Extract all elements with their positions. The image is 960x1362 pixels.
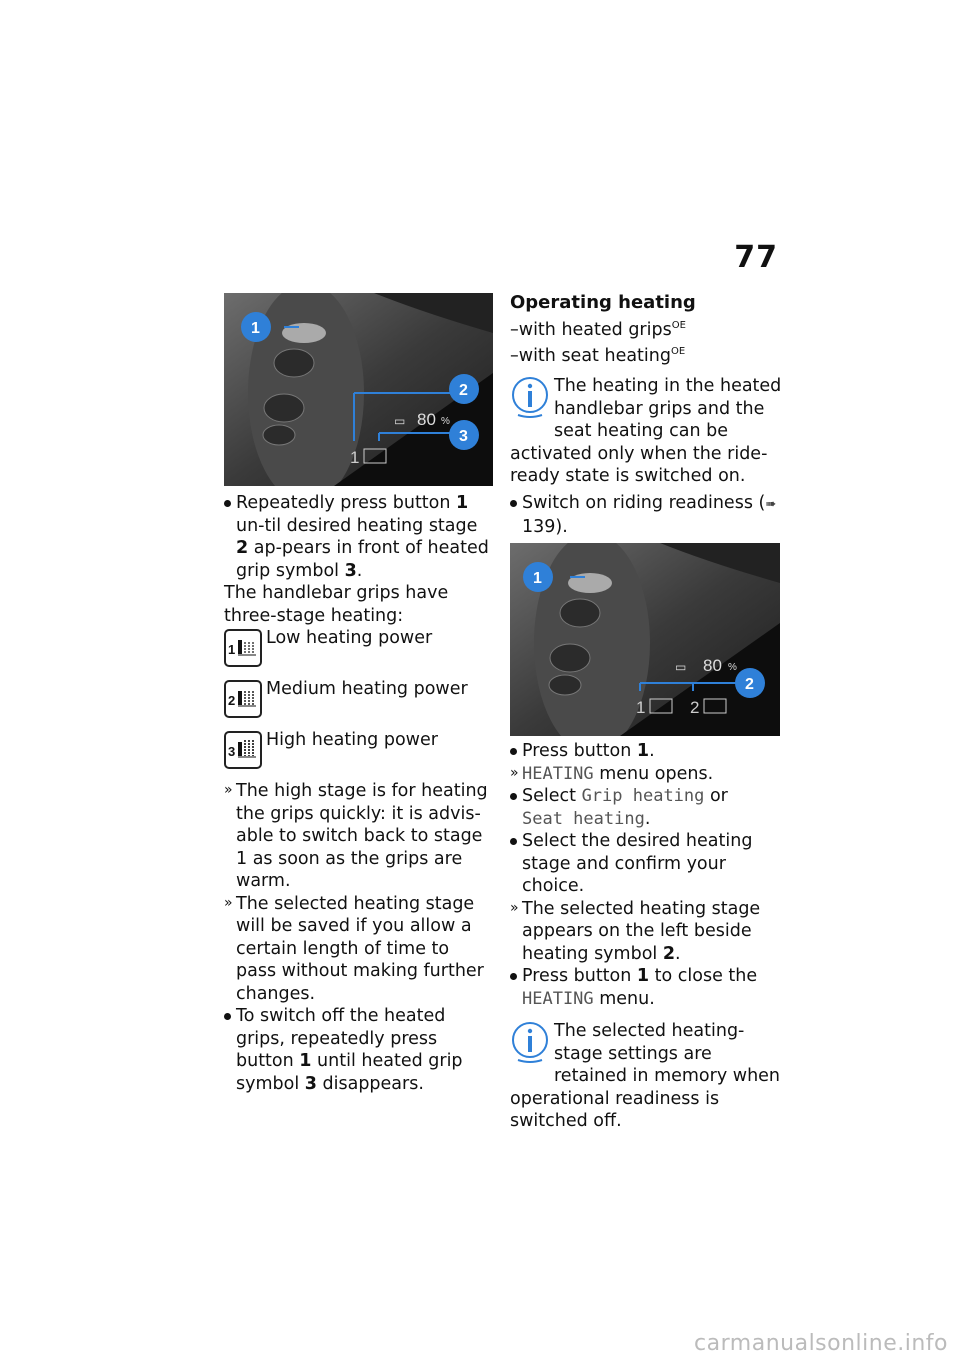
result-high-stage: » The high stage is for heating the grips quickly: it is advis-able to switch back to stage 1 as soon as the grips are warm. (224, 781, 488, 891)
stage-medium-label: Medium heating power (266, 679, 468, 699)
info-note-1: The heating in the heated handlebar grips and the seat heating can be activated only when the ride-ready state is switched on. (510, 376, 782, 487)
stage-low-label: Low heating power (266, 628, 433, 648)
handlebar-switch-image-1 (224, 293, 493, 486)
arrow-icon: ➠ (765, 496, 777, 512)
svg-text:▭: ▭ (394, 414, 406, 428)
callout-3: 3 (459, 428, 468, 445)
heat-stage-3-icon (224, 731, 262, 769)
fig2-stage-left: 1 (636, 698, 646, 717)
step-press-button: Repeatedly press button 1 un-til desired heating stage 2 ap-pears in front of heated grip symbol 3. (224, 492, 492, 582)
svg-text:%: % (441, 416, 450, 427)
fig2-callout-1: 1 (533, 570, 542, 587)
watermark: carmanualsonline.info (694, 1331, 948, 1356)
option-heated-grips: –with heated grips$^{OE}$ (510, 319, 686, 340)
svg-text:1: 1 (228, 642, 236, 657)
heat-stage-1-icon (224, 629, 262, 667)
result-menu-opens: » HEATING menu opens. (510, 763, 714, 784)
fig2-stage-right: 2 (690, 698, 700, 717)
info-icon (510, 1020, 550, 1066)
fig1-stage: 1 (350, 448, 360, 467)
callout-1: 1 (251, 320, 260, 337)
step-press-button-1: Press button 1. (510, 740, 782, 763)
stage-low (224, 627, 492, 678)
stages-intro: The handlebar grips have three-stage heating: (224, 583, 449, 626)
step-riding-readiness: Switch on riding readiness (➠ 139). (510, 492, 782, 539)
stage-medium (224, 678, 492, 729)
svg-text:%: % (728, 662, 737, 673)
right-column-lower (510, 740, 782, 1133)
info-note-2: The selected heating-stage settings are retained in memory when operational readiness is switched off. (510, 1021, 781, 1131)
section-heading: Operating heating (510, 292, 696, 313)
step-select-option: Select Grip heating or Seat heating. (510, 785, 782, 830)
svg-text:2: 2 (228, 693, 236, 708)
fig1-percent: 80 (417, 410, 436, 429)
stage-high (224, 729, 492, 780)
heat-stage-2-icon (224, 680, 262, 718)
result-saved: » The selected heating stage will be saved if you allow a certain length of time to pass without making further changes. (224, 893, 484, 1004)
result-stage-appears: » The selected heating stage appears on the left beside heating symbol 2. (510, 898, 761, 964)
option-seat-heating: –with seat heating$^{OE}$ (510, 345, 686, 366)
page-number: 77 (734, 240, 778, 275)
info-icon (510, 375, 550, 421)
stage-high-label: High heating power (266, 730, 438, 750)
left-column (224, 492, 492, 1095)
handlebar-switch-image-2 (510, 543, 780, 736)
step-select-stage: Select the desired heating stage and confirm your choice. (510, 830, 782, 898)
right-column-upper (510, 292, 782, 539)
step-close-menu: Press button 1 to close the HEATING menu. (510, 965, 782, 1010)
svg-text:▭: ▭ (675, 660, 687, 674)
fig2-percent: 80 (703, 656, 722, 675)
step-switch-off: To switch off the heated grips, repeatedly press button 1 until heated grip symbol 3 disappears. (224, 1005, 492, 1095)
callout-2: 2 (459, 382, 468, 399)
fig2-callout-2: 2 (745, 676, 754, 693)
svg-text:3: 3 (228, 744, 236, 759)
